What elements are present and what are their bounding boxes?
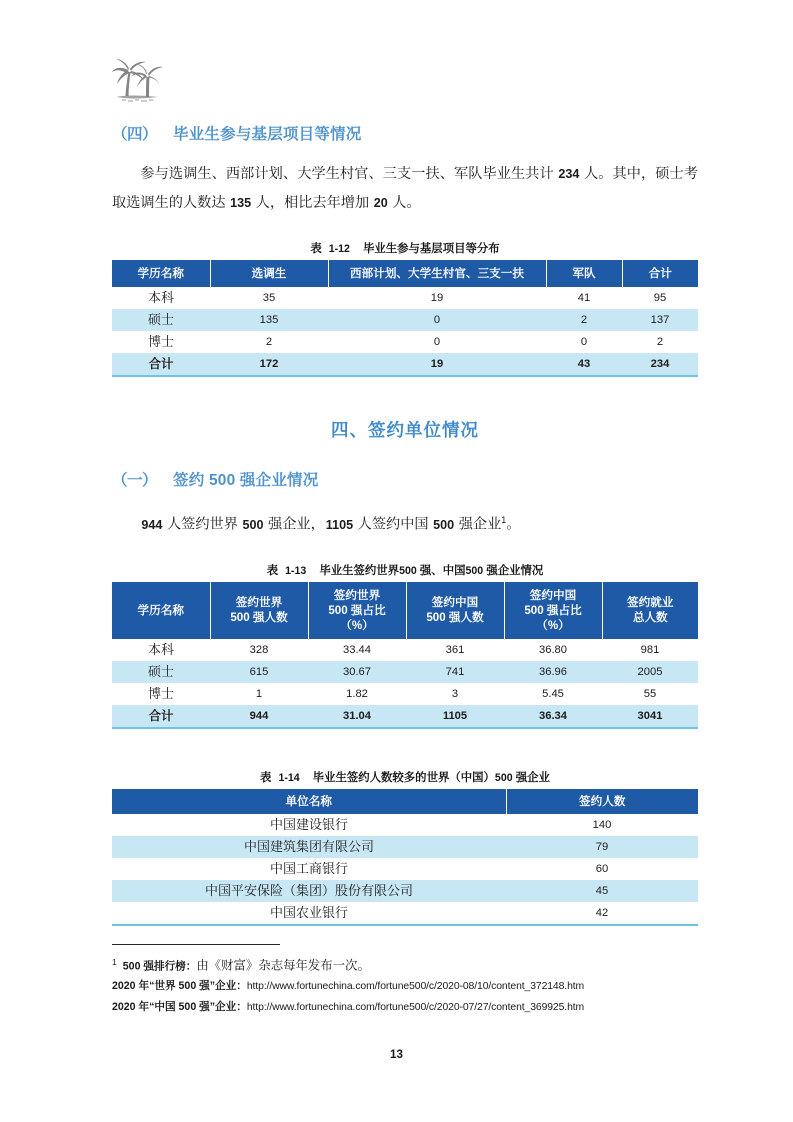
heading-section-four (112, 122, 698, 144)
cell-value: 36.34 (504, 705, 602, 728)
paragraph-basic-projects (112, 160, 698, 218)
th-world-500-pct (308, 582, 406, 639)
th-line: 签约中国 (431, 596, 479, 610)
cell-degree: 博士 (147, 334, 174, 349)
footnote-2-colon: ： (236, 980, 247, 993)
heading-section-one-number: 500 (208, 472, 236, 489)
paragraph-500-strong (112, 506, 698, 540)
cell-value: 328 (249, 643, 269, 656)
palm-tree-logo (108, 56, 170, 106)
heading-section-one-title-a: 签约 (173, 472, 209, 489)
th-line: 签约中国 (529, 588, 577, 602)
caption-1-12-label: 表 (310, 243, 322, 255)
table-row (112, 902, 698, 925)
caption-table-1-12 (112, 240, 698, 256)
caption-1-14-label: 表 (260, 771, 272, 784)
cell-value: 43 (546, 353, 622, 376)
caption-1-12-title: 毕业生参与基层项目等分布 (362, 243, 500, 255)
caption-table-1-13 (112, 562, 698, 578)
cell-degree: 合计 (112, 705, 210, 728)
cell-value: 234 (622, 353, 698, 376)
cell-value: 135 (259, 314, 279, 326)
para1-value-total: 234 (558, 167, 580, 181)
cell-value: 19 (328, 353, 546, 376)
table-1-12-header-row (112, 260, 698, 287)
para2-world-500: 500 (242, 517, 264, 532)
caption-1-13-num-a: 500 (399, 564, 417, 577)
th-unit-name: 单位名称 (112, 789, 506, 814)
th-line: 总人数 (632, 611, 668, 625)
cell-value: 981 (640, 643, 660, 656)
cell-value: 2 (580, 314, 588, 326)
th-line: 签约就业 (627, 596, 674, 610)
th-degree: 学历名称 (112, 260, 210, 287)
table-row (112, 287, 698, 309)
table-row (112, 836, 698, 858)
caption-1-12-number: 1-12 (328, 243, 350, 255)
page-number: 13 (390, 1048, 403, 1061)
cell-value: 1 (255, 687, 263, 700)
footnote-1-rest: 由《财富》杂志每年发布一次。 (196, 958, 370, 973)
caption-1-14-number: 1-14 (278, 771, 300, 784)
heading-section-one-title-b: 强企业情况 (235, 472, 319, 489)
table-1-14-header-row (112, 789, 698, 814)
cell-value: 361 (445, 643, 465, 656)
para2-world-count: 944 (141, 517, 163, 532)
para2-t5: 。 (506, 516, 521, 533)
cell-value: 30.67 (343, 665, 371, 678)
caption-1-13-label: 表 (266, 564, 279, 577)
cell-value: 172 (210, 353, 328, 376)
cell-unit-name: 中国建设银行 (269, 816, 348, 832)
th-line: 学历名称 (137, 603, 184, 617)
table-row (112, 639, 698, 661)
th-west-plan: 西部计划、大学生村官、三支一扶 (328, 260, 546, 287)
cell-unit-name: 中国平安保险（集团）股份有限公司 (204, 882, 413, 898)
th-line: 签约世界 (235, 596, 283, 610)
footnote-3-colon: ： (236, 1001, 247, 1014)
th-line: （%） (340, 618, 374, 632)
table-row (112, 858, 698, 880)
th-signed-total (602, 582, 698, 639)
cell-value: 140 (592, 818, 612, 831)
table-total-row (112, 705, 698, 728)
th-world-500-count (210, 582, 308, 639)
cell-value: 3 (451, 687, 459, 700)
footnote-3-url[interactable]: http://www.fortunechina.com/fortune500/c/2020-07/27/content_369925.htm (246, 1002, 585, 1014)
para2-t4: 强企业 (455, 516, 502, 533)
para2-t3: 人签约中国 (354, 516, 433, 533)
para1-part2: 人。其中，硕士考取选调生的人数达 (112, 166, 698, 211)
table-row (112, 309, 698, 331)
footnote-1-bold: 500 强排行榜： (122, 960, 197, 973)
cell-value: 35 (262, 292, 276, 304)
footnote-line-2 (112, 976, 698, 997)
cell-value: 31.04 (308, 705, 406, 728)
caption-1-13-title-a: 毕业生签约世界 (319, 564, 400, 577)
table-1-13-header-row (112, 582, 698, 639)
cell-value: 19 (430, 292, 444, 304)
table-row (112, 683, 698, 705)
caption-1-13-title-c: 强企业情况 (483, 564, 544, 577)
heading-section-one-prefix: （一） (112, 472, 158, 489)
para2-china-500: 500 (433, 517, 455, 532)
heading-section-four-prefix: （四） (112, 126, 158, 143)
cell-unit-name: 中国农业银行 (112, 902, 506, 925)
cell-unit-name: 中国建筑集团有限公司 (243, 838, 374, 854)
th-line: 500 强占比 (524, 603, 582, 617)
th-signed-count: 签约人数 (506, 789, 698, 814)
para2-t1: 人签约世界 (163, 516, 242, 533)
table-1-12 (112, 260, 698, 377)
cell-value: 45 (595, 884, 609, 897)
cell-value: 5.45 (542, 687, 564, 700)
table-row (112, 880, 698, 902)
cell-degree: 本科 (147, 641, 174, 657)
caption-table-1-14 (112, 769, 698, 785)
heading-section-four-title: 毕业生参与基层项目等情况 (173, 126, 362, 143)
cell-value: 79 (595, 840, 609, 853)
cell-value: 1105 (406, 705, 504, 728)
th-line: 签约世界 (333, 588, 381, 602)
cell-value: 2005 (637, 665, 663, 678)
cell-degree: 硕士 (147, 663, 174, 679)
footnote-line-3 (112, 997, 698, 1018)
footnote-divider (112, 944, 280, 945)
th-line: 500 强占比 (328, 603, 386, 617)
footnote-3-label: 2020 年“中国 500 强”企业 (112, 1001, 237, 1014)
cell-value: 2 (265, 336, 273, 348)
table-total-row (112, 353, 698, 376)
para1-value-increase: 20 (373, 196, 388, 210)
cell-degree: 合计 (112, 353, 210, 376)
table-row (112, 814, 698, 836)
para2-t2: 强企业， (264, 516, 325, 533)
cell-value: 0 (433, 336, 441, 348)
cell-value: 3041 (602, 705, 698, 728)
caption-1-14-title-a: 毕业生签约人数较多的世界（中国） (312, 771, 495, 784)
para2-china-count: 1105 (325, 517, 354, 532)
footnote-line-1 (112, 952, 698, 977)
th-line: 500 强人数 (230, 611, 288, 625)
table-row (112, 661, 698, 683)
th-line: 500 强人数 (426, 611, 484, 625)
heading-section-main: 四、签约单位情况 (331, 420, 479, 440)
th-china-500-pct (504, 582, 602, 639)
cell-value: 741 (445, 665, 465, 678)
th-degree (112, 582, 210, 639)
para1-part3: 人，相比去年增加 (252, 195, 373, 211)
footnote-2-label: 2020 年“世界 500 强”企业 (112, 980, 237, 993)
para1-part1: 参与选调生、西部计划、大学生村官、三支一扶、军队毕业生共计 (140, 166, 558, 182)
cell-value: 2 (656, 336, 664, 348)
para1-part4: 人。 (388, 195, 421, 211)
th-china-500-count (406, 582, 504, 639)
cell-value: 36.80 (539, 643, 567, 656)
cell-value: 944 (210, 705, 308, 728)
caption-1-14-num: 500 (494, 771, 513, 784)
cell-degree: 博士 (147, 685, 174, 701)
cell-value: 36.96 (539, 665, 567, 678)
heading-section-one (112, 468, 698, 490)
caption-1-13-num-b: 500 (465, 564, 484, 577)
th-xuandiaosheng: 选调生 (210, 260, 328, 287)
cell-unit-name: 中国工商银行 (269, 860, 348, 876)
cell-value: 55 (643, 687, 657, 700)
th-line: （%） (536, 618, 570, 632)
cell-value: 137 (650, 314, 670, 326)
table-1-14 (112, 789, 698, 926)
table-row (112, 331, 698, 353)
cell-value: 41 (577, 292, 591, 304)
cell-value: 0 (580, 336, 588, 348)
page-content (112, 122, 698, 1018)
cell-value: 0 (433, 314, 441, 326)
cell-degree: 硕士 (147, 312, 174, 327)
cell-degree: 本科 (147, 290, 174, 305)
caption-1-14-title-b: 强企业 (512, 771, 550, 784)
cell-value: 33.44 (343, 643, 371, 656)
table-1-13 (112, 582, 698, 729)
cell-value: 95 (653, 292, 667, 304)
caption-1-13-title-b: 强、中国 (416, 564, 466, 577)
footnote-ref-1[interactable]: 1 (501, 515, 507, 525)
footnote-2-url[interactable]: http://www.fortunechina.com/fortune500/c/2020-08/10/content_372148.htm (246, 981, 585, 993)
cell-value: 42 (506, 902, 698, 925)
th-army: 军队 (546, 260, 622, 287)
footnote-marker-1: 1 (112, 956, 117, 967)
cell-value: 615 (249, 665, 269, 678)
para1-value-master: 135 (230, 196, 252, 210)
cell-value: 60 (595, 862, 609, 875)
th-total: 合计 (622, 260, 698, 287)
caption-1-13-number: 1-13 (285, 564, 307, 577)
cell-value: 1.82 (346, 687, 368, 700)
